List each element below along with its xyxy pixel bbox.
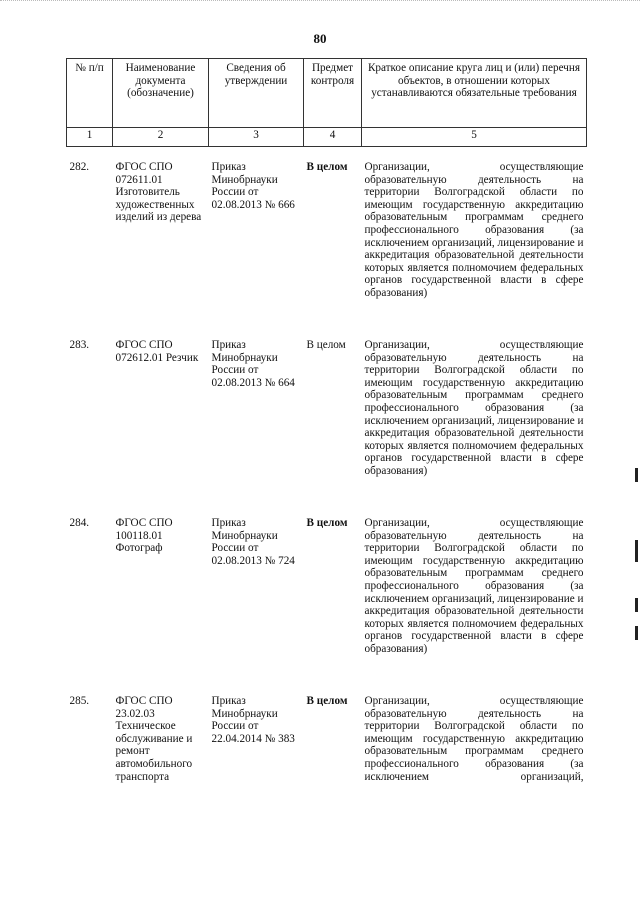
scope-description: Организации, осуществляющие образовательную деятельность на территории Волгоградской области по имеющим государственную аккредитацию образовательным программам среднего профессионального образования (за исключением организаций, лицензирование и аккредитация образовательной деятельности которых является полномочием федеральных органов государственной власти в сфере образования)	[364, 517, 584, 655]
scan-edge-mark	[635, 540, 638, 562]
table-row	[67, 161, 587, 339]
header-description: Краткое описание круга лиц и (или) перечня объектов, в отношении которых устанавливаются обязательные требования	[362, 59, 587, 128]
scan-edge-mark	[635, 468, 638, 482]
page-number: 80	[313, 31, 327, 46]
approval-info: Приказ Минобрнауки России от 02.08.2013 № 664	[211, 339, 295, 389]
row-number: 284.	[69, 517, 90, 529]
row-number: 285.	[69, 695, 90, 707]
document-name: ФГОС СПО 100118.01 Фотограф	[115, 517, 173, 555]
table-row	[67, 695, 587, 791]
row-number: 283.	[69, 339, 90, 351]
row-number: 282.	[69, 161, 90, 173]
control-subject: В целом	[306, 161, 348, 173]
control-subject: В целом	[306, 695, 348, 707]
control-subject: В целом	[306, 517, 348, 529]
column-number: 3	[209, 128, 304, 147]
scan-edge-mark	[635, 626, 638, 640]
spacer-row	[67, 147, 587, 162]
column-numbers-row	[67, 128, 587, 147]
document-name: ФГОС СПО 23.02.03 Техническое обслуживание и ремонт автомобильного транспорта	[115, 695, 193, 783]
table-row	[67, 339, 587, 517]
column-number: 2	[113, 128, 209, 147]
table-row	[67, 517, 587, 695]
scope-description: Организации, осуществляющие образовательную деятельность на территории Волгоградской области по имеющим государственную аккредитацию образовательным программам среднего профессионального образования (за исключением организаций, лицензирование и аккредитация образовательной деятельности которых является полномочием федеральных органов государственной власти в сфере образования)	[364, 339, 584, 477]
control-subject: В целом	[306, 339, 346, 351]
approval-info: Приказ Минобрнауки России от 02.08.2013 № 724	[211, 517, 295, 567]
requirements-table	[66, 58, 587, 791]
header-document-name: Наименование документа (обозначение)	[113, 59, 209, 128]
header-num: № п/п	[67, 59, 113, 128]
column-number: 5	[362, 128, 587, 147]
approval-info: Приказ Минобрнауки России от 02.08.2013 № 666	[211, 161, 295, 211]
scan-artifact-top	[0, 0, 640, 9]
approval-info: Приказ Минобрнауки России от 22.04.2014 № 383	[211, 695, 295, 745]
scope-description: Организации, осуществляющие образовательную деятельность на территории Волгоградской области по имеющим государственную аккредитацию образовательным программам среднего профессионального образования (за исключением организаций, лицензирование и аккредитация образовательной деятельности которых является полномочием федеральных органов государственной власти в сфере образования)	[364, 161, 584, 299]
table-header-row	[67, 59, 587, 128]
header-subject: Предмет контроля	[304, 59, 362, 128]
document-name: ФГОС СПО 072611.01 Изготовитель художественных изделий из дерева	[115, 161, 202, 224]
header-approval: Сведения об утверждении	[209, 59, 304, 128]
column-number: 4	[304, 128, 362, 147]
scope-description: Организации, осуществляющие образовательную деятельность на территории Волгоградской области по имеющим государственную аккредитацию образовательным программам среднего профессионального образования (за исключением организаций,	[364, 695, 584, 783]
scan-edge-mark	[635, 598, 638, 612]
column-number: 1	[67, 128, 113, 147]
document-name: ФГОС СПО 072612.01 Резчик	[115, 339, 199, 364]
